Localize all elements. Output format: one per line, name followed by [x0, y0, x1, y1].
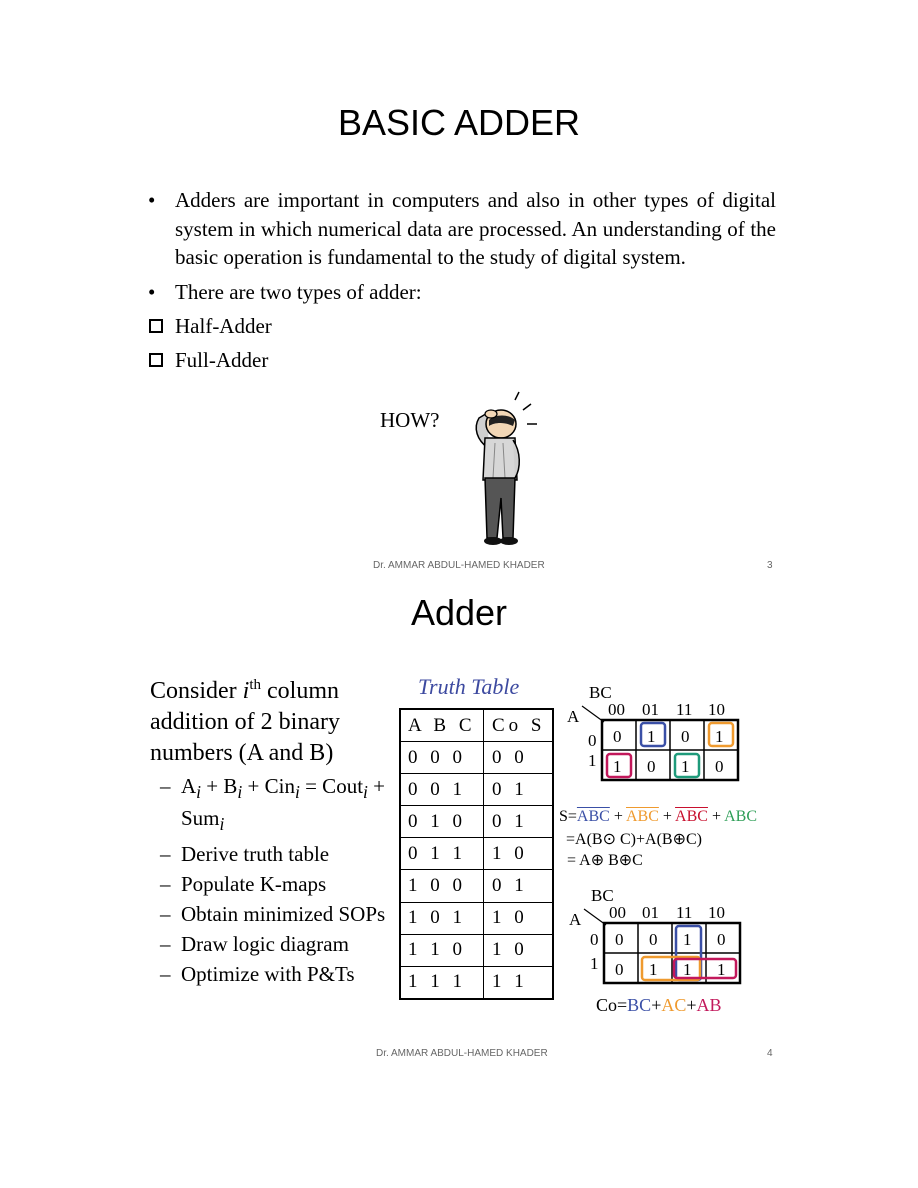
table-row: 0 0 0 0 0 — [400, 742, 553, 774]
page-number: 3 — [767, 560, 773, 571]
kmap-row-label: 0 — [590, 930, 599, 949]
checkbox-square-icon — [149, 353, 163, 367]
bullet-list — [148, 186, 776, 379]
bullet-dot: • — [148, 279, 156, 304]
table-row: 1 0 0 0 1 — [400, 870, 553, 902]
checklist-item: Half-Adder — [148, 312, 776, 341]
kmap-cell: 0 — [615, 930, 624, 949]
kmap-cell: 0 — [715, 757, 724, 776]
sum-equation-line3: = A⊕ B⊕C — [567, 852, 643, 869]
kmap-col-label: 01 — [642, 700, 659, 719]
kmap-row-label: 0 — [588, 731, 597, 750]
step-item: – Draw logic diagram — [160, 932, 349, 957]
kmap-col-label: 11 — [676, 903, 693, 922]
page-number: 4 — [767, 1048, 773, 1059]
kmap-sum — [560, 680, 750, 784]
bullet-item: • Adders are important in computers and also in other types of digital system in which numerical data are processed. An understanding of the basic operation is fundamental to the study of digital system. — [148, 188, 776, 269]
kmap-row-label: 1 — [590, 954, 599, 973]
footer-author: Dr. AMMAR ABDUL-HAMED KHADER — [373, 560, 545, 571]
kmap-carry — [560, 883, 750, 987]
truth-table — [399, 708, 554, 1000]
sum-equation: $S=\overline{ABC} + \overline{ABC} + \overline{ABC}$ + ABC — [559, 808, 758, 825]
kmap-col-label: 11 — [676, 700, 693, 719]
kmap-cell: 0 — [615, 960, 624, 979]
carry-equation: Co=BC+AC+AB — [596, 995, 722, 1015]
kmap-cell: 0 — [613, 727, 622, 746]
kmap-cell: 0 — [649, 930, 658, 949]
kmap-col-var: BC — [589, 683, 612, 702]
slide-title: BASIC ADDER — [337, 102, 581, 143]
footer-author: Dr. AMMAR ABDUL-HAMED KHADER — [376, 1048, 548, 1059]
how-caption: HOW? — [380, 408, 440, 432]
bullet-dot: • — [148, 188, 156, 212]
truth-table-title: Truth Table — [418, 674, 520, 699]
table-row: 1 1 0 1 0 — [400, 934, 553, 966]
kmap-cell: 1 — [681, 757, 690, 776]
kmap-cell: 1 — [647, 727, 656, 746]
kmap-col-label: 01 — [642, 903, 659, 922]
kmap-cell: 1 — [715, 727, 724, 746]
table-row: 0 0 1 0 1 — [400, 774, 553, 806]
kmap-cell: 1 — [613, 757, 622, 776]
kmap-row-label: 1 — [588, 751, 597, 770]
table-header: Co S — [484, 709, 554, 742]
kmap-cell: 0 — [681, 727, 690, 746]
table-row: 1 0 1 1 0 — [400, 902, 553, 934]
kmap-row-var: A — [567, 707, 580, 726]
kmap-cell: 1 — [717, 960, 726, 979]
kmap-col-var: BC — [591, 886, 614, 905]
step-item: – Populate K-maps — [160, 872, 327, 897]
kmap-col-label: 10 — [708, 700, 725, 719]
kmap-col-label: 00 — [608, 700, 625, 719]
table-row: 1 1 1 1 1 — [400, 966, 553, 999]
kmap-cell: 1 — [683, 930, 692, 949]
step-item: – Obtain minimized SOPs — [160, 902, 386, 927]
table-header: A B C — [400, 709, 484, 742]
kmap-col-label: 00 — [609, 903, 626, 922]
kmap-cell: 1 — [649, 960, 658, 979]
step-item: – Optimize with P&Ts — [160, 962, 355, 987]
table-row: 0 1 0 0 1 — [400, 806, 553, 838]
table-header-row — [400, 709, 553, 742]
thinking-man-illustration — [455, 388, 545, 550]
bullet-item: • There are two types of adder: — [148, 278, 776, 307]
step-item: – Derive truth table — [160, 842, 330, 867]
sum-equation-line2: =A(B⊙ C)+A(B⊕C) — [566, 831, 702, 848]
kmap-cell: 0 — [717, 930, 726, 949]
intro-paragraph: Consider $i^{th}$ column addition of 2 binary numbers (A and B) — [150, 677, 340, 766]
slide-title: Adder — [410, 592, 508, 633]
kmap-row-var: A — [569, 910, 582, 929]
checklist-item: Full-Adder — [148, 346, 776, 375]
step-item: – $A_i + B_i + Cin_i$ = Cout$_i$ + Sum$_i$ — [160, 774, 385, 835]
table-row: 0 1 1 1 0 — [400, 838, 553, 870]
checkbox-square-icon — [149, 319, 163, 333]
kmap-cell: 0 — [647, 757, 656, 776]
kmap-col-label: 10 — [708, 903, 725, 922]
consider-text — [150, 670, 410, 987]
kmap-cell: 1 — [683, 960, 692, 979]
